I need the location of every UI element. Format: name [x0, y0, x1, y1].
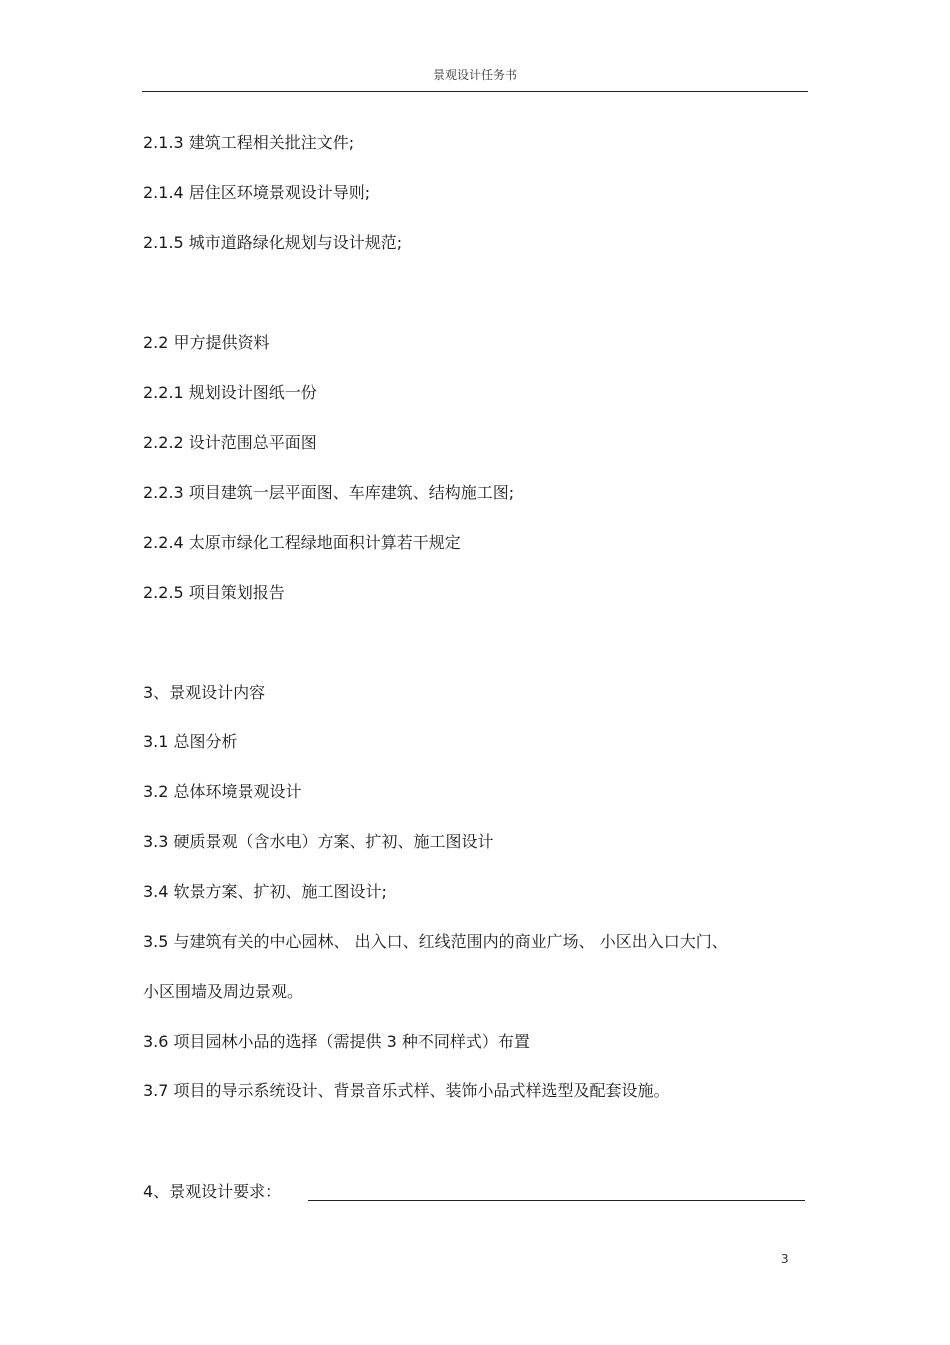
requirements-blank-line [308, 1200, 805, 1201]
item-3-2: 3.2 总体环境景观设计 [143, 782, 302, 801]
item-2-1-4: 2.1.4 居住区环境景观设计导则; [143, 183, 371, 202]
item-3-5-continued: 小区围墙及周边景观。 [143, 982, 304, 1001]
item-2-2-1: 2.2.1 规划设计图纸一份 [143, 383, 317, 402]
item-3-1: 3.1 总图分析 [143, 732, 238, 751]
item-3-6: 3.6 项目园林小品的选择（需提供 3 种不同样式）布置 [143, 1032, 530, 1051]
item-2-1-5: 2.1.5 城市道路绿化规划与设计规范; [143, 233, 403, 252]
item-2-1-3: 2.1.3 建筑工程相关批注文件; [143, 133, 355, 152]
section-2-2-heading: 2.2 甲方提供资料 [143, 333, 270, 352]
item-2-2-3: 2.2.3 项目建筑一层平面图、车库建筑、结构施工图; [143, 483, 515, 502]
running-header: 景观设计任务书 [432, 68, 517, 82]
item-3-7: 3.7 项目的导示系统设计、背景音乐式样、装饰小品式样选型及配套设施。 [143, 1081, 670, 1100]
section-4-heading: 4、景观设计要求： [143, 1182, 282, 1201]
item-3-5: 3.5 与建筑有关的中心园林、 出入口、红线范围内的商业广场、 小区出入口大门、 [143, 932, 728, 951]
section-3-heading: 3、景观设计内容 [143, 683, 266, 702]
item-3-4: 3.4 软景方案、扩初、施工图设计; [143, 882, 387, 901]
item-3-3: 3.3 硬质景观（含水电）方案、扩初、施工图设计 [143, 832, 494, 851]
item-2-2-4: 2.2.4 太原市绿化工程绿地面积计算若干规定 [143, 533, 461, 552]
item-2-2-5: 2.2.5 项目策划报告 [143, 583, 285, 602]
item-2-2-2: 2.2.2 设计范围总平面图 [143, 433, 317, 452]
page-number: 3 [781, 1252, 789, 1266]
header-rule [142, 91, 808, 92]
